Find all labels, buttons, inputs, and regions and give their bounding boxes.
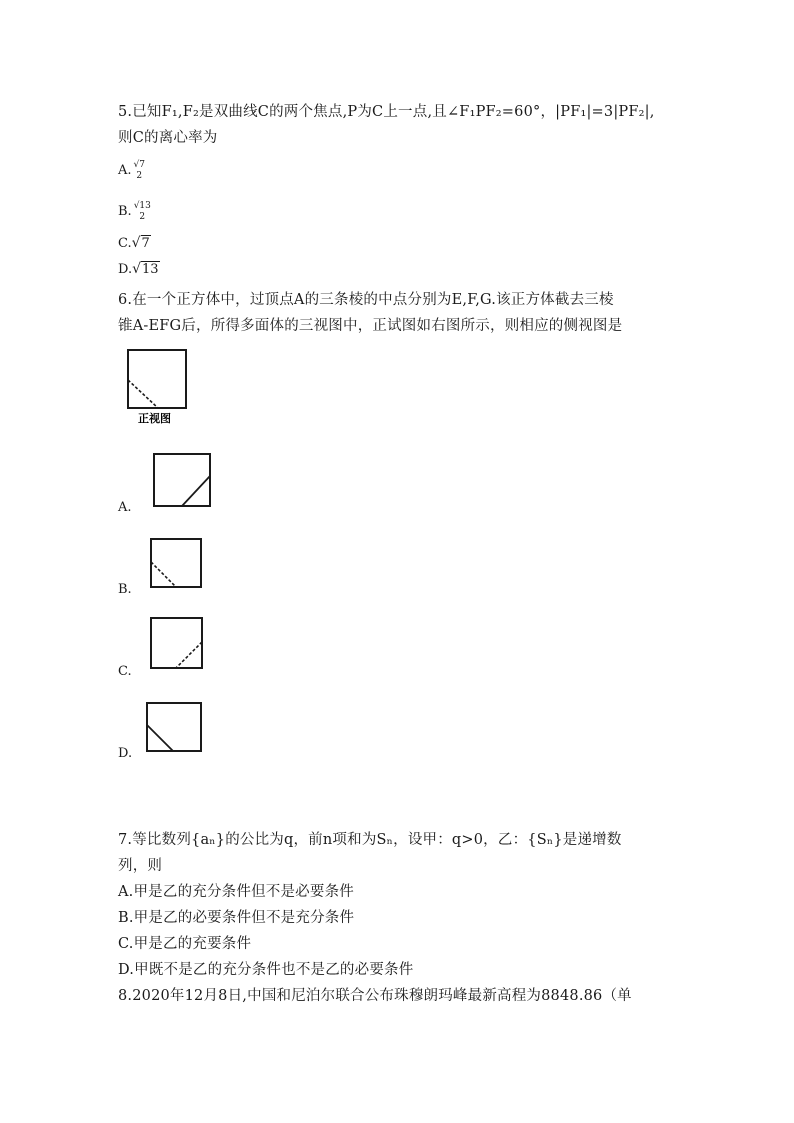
fraction-numerator: √13: [133, 201, 151, 211]
q6-option-a-label: A.: [118, 500, 132, 515]
hidden-edge: [176, 642, 202, 668]
q6-option-b-figure: [146, 534, 208, 590]
q5-option-b: [118, 201, 151, 222]
q6-stem-line2: 锥A-EFG后，所得多面体的三视图中，正试图如右图所示，则相应的侧视图是: [118, 318, 623, 334]
q5-option-a: [118, 160, 145, 181]
option-label: B.: [118, 204, 132, 219]
fraction-denominator: 2: [136, 171, 143, 181]
side-view-square: [151, 539, 201, 587]
option-label: D.: [118, 262, 133, 277]
q6-option-d-figure: [142, 698, 206, 756]
radicand: 7: [141, 236, 150, 251]
side-view-square: [154, 454, 210, 506]
q5-stem-line1: 5.已知F₁,F₂是双曲线C的两个焦点,P为C上一点,且∠F₁PF₂=60°，|PF₁|=3|PF₂|,: [118, 104, 655, 120]
visible-edge: [147, 725, 173, 751]
q7-stem-line2: 列，则: [118, 858, 163, 874]
hidden-edge: [151, 562, 176, 587]
q8-stem-line1: 8.2020年12月8日,中国和尼泊尔联合公布珠穆朗玛峰最新高程为8848.86（单: [118, 988, 632, 1004]
option-label: A.: [118, 163, 132, 178]
q6-option-c-figure: [146, 614, 208, 672]
front-view-square: [128, 350, 186, 408]
q5-stem-line2: 则C的离心率为: [118, 130, 218, 146]
side-view-square: [151, 618, 202, 668]
sqrt-sign: √: [132, 261, 142, 277]
fraction: [134, 201, 151, 222]
q7-stem-line1: 7.等比数列{aₙ}的公比为q，前n项和为Sₙ，设甲：q>0，乙：{Sₙ}是递增数: [118, 832, 622, 848]
q7-option-d: D.甲既不是乙的充分条件也不是乙的必要条件: [118, 962, 414, 978]
sqrt-sign: √: [131, 235, 141, 251]
q7-option-b: B.甲是乙的必要条件但不是充分条件: [118, 910, 355, 926]
q5-option-c: [118, 235, 151, 251]
fraction-denominator: 2: [139, 212, 146, 222]
option-label: C.: [118, 236, 132, 251]
q6-option-b-label: B.: [118, 582, 132, 597]
q7-option-a: A.甲是乙的充分条件但不是必要条件: [118, 884, 354, 900]
q6-stem-line1: 6.在一个正方体中，过顶点A的三条棱的中点分别为E,F,G.该正方体截去三棱: [118, 292, 614, 308]
fraction: [134, 160, 145, 181]
front-view-caption: 正视图: [138, 412, 171, 425]
visible-edge: [182, 476, 210, 506]
front-view-figure: [122, 344, 214, 430]
q7-option-c: C.甲是乙的充要条件: [118, 936, 252, 952]
q6-option-d-label: D.: [118, 746, 133, 761]
q6-option-c-label: C.: [118, 664, 132, 679]
front-view-hidden-edge: [128, 380, 158, 408]
radicand: 13: [142, 262, 159, 277]
fraction-numerator: √7: [133, 160, 145, 170]
q6-option-a-figure: [148, 450, 216, 512]
q5-option-d: [118, 261, 160, 277]
side-view-square: [147, 703, 201, 751]
